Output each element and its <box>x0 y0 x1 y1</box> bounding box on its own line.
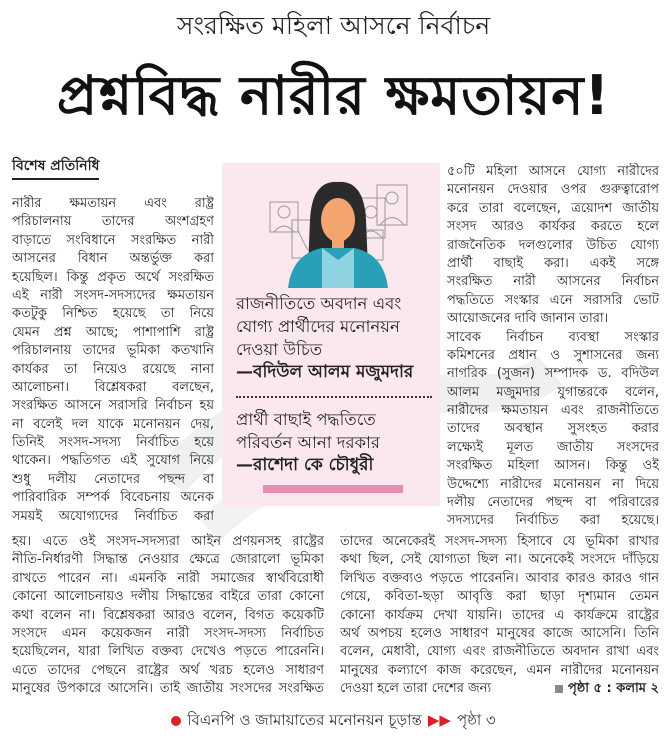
text-line: মানুষের উপকারে আসেনি। তাই জাতীয় সংসদের সংরক্ষিত <box>12 681 324 697</box>
text-line: কার্যকর তা নিয়েও রয়েছে নানা <box>12 361 214 377</box>
continuation-text: পৃষ্ঠা ৫ : কলাম ২ <box>567 681 659 697</box>
byline: বিশেষ প্রতিনিধি <box>12 156 99 180</box>
square-bullet-icon <box>555 685 563 693</box>
text-line: সাবেক নির্বাচন ব্যবস্থা সংস্কার <box>447 329 659 345</box>
text-line: নীতি-নির্ধারণী সিদ্ধান্ত নেওয়ার ক্ষেত্রে জোরালো ভূমিকা <box>12 552 324 568</box>
text-line: হয়। এতে ওই সংসদ-সদস্যরা আইন প্রণয়নসহ রাষ্ট্রের <box>12 534 324 549</box>
footer-page: পৃষ্ঠা ৩ <box>456 711 496 729</box>
text-line: লক্ষ্যেই মূলত জাতীয় সংসদের <box>447 439 659 455</box>
text-line: নারীদের ক্ষমতায়ন এবং রাজনীতিতে <box>447 403 659 419</box>
text-line: যেমন প্রশ্ন আছে; পাশাপাশি রাষ্ট্র <box>12 324 214 340</box>
text-line: তিনিই সংসদ-সদস্য নির্বাচিত হয়ে <box>12 435 214 451</box>
text-line: কোনো কার্যক্রম দেখা যায়নি। তাদের এ কার্যক্রমে রাষ্ট্রের <box>340 607 659 623</box>
quote-line: পরিবর্তন আনা দরকার <box>236 433 380 452</box>
text-line: সংরক্ষিত মহিলা আসন। কিন্তু ওই <box>447 458 659 474</box>
text-line: কমিশনের প্রধান ও সুশাসনের জন্য <box>447 347 659 363</box>
text-line: উদ্দেশ্যে নারীদের মনোনয়ন না দিয়ে <box>447 476 659 492</box>
text-line: হয়েছিলেন, যারা লিখিত বক্তব্য দেখেও পড়তে পারেননি। <box>12 644 324 660</box>
woman-avatar-illustration <box>262 180 412 288</box>
text-line: আয়োজনের দাবি জানান তারা। <box>447 311 609 327</box>
right-column <box>447 163 659 531</box>
text-line: কথা বলেন না। বিশ্লেষকরা আরও বলেন, বিগত কয়েকটি <box>12 607 324 623</box>
text-line: মনোনয়ন দেওয়ার ওপর গুরুত্বারোপ <box>447 182 659 198</box>
quote-line: রাজনীতিতে অবদান এবং <box>236 294 402 313</box>
text-line: হয়েছিল। কিন্তু প্রকৃত অর্থে সংরক্ষিত <box>12 269 214 285</box>
quote-line: প্রার্থী বাছাই পদ্ধতিতে <box>236 410 376 429</box>
text-line: করে তারা বলেছেন, ত্রয়োদশ জাতীয় <box>447 200 659 216</box>
bottom-left-column <box>12 533 324 699</box>
text-line: বাড়াতে সংবিধানে সংরক্ষিত নারী <box>12 232 214 248</box>
text-line: না বলেই দল যাকে মনোনয়ন দেয়, <box>12 416 214 432</box>
text-line: সংরক্ষিত নারী আসনের নির্বাচন <box>447 274 659 290</box>
quote-author: —বদিউল আলম মজুমদার <box>236 362 414 382</box>
text-line-end: দেওয়া হলে তারা দেশের জন্য <box>340 681 492 697</box>
footer-teaser[interactable] <box>0 708 667 732</box>
quote-box <box>222 163 440 506</box>
quote-line: দেওয়া উচিত <box>236 340 323 359</box>
text-line: কথা ছিল, সেই যোগ্যতা ছিল না। অনেকেই সংসদে দাঁড়িয়ে <box>340 552 659 568</box>
pink-accent-bar <box>263 485 403 493</box>
text-line: অর্থ অপচয় হলেও সাধারণ মানুষের কাজে আসেনি। তিনি <box>340 625 659 641</box>
text-line: সংসদ আরও কার্যকর করতে হলে <box>447 219 659 235</box>
left-column <box>12 195 214 526</box>
quote-line: যোগ্য প্রার্থীদের মনোনয়ন <box>236 317 400 336</box>
kicker: সংরক্ষিত মহিলা আসনে নির্বাচন <box>176 11 491 40</box>
text-line: সংসদে এমন কয়েকজন নারী সংসদ-সদস্য নির্বাচিত <box>12 625 324 641</box>
text-line <box>340 680 659 698</box>
text-line: কোনো আলোচনায়ও দলীয় সিদ্ধান্তের বাইরে তারা কোনো <box>12 589 324 605</box>
text-line: আলোচনা। বিশ্লেষকরা বলছেন, <box>12 379 214 395</box>
text-line: পরিচালনায় তাদের ভূমিকা কতখানি <box>12 343 214 359</box>
text-line: রাজনৈতিক দলগুলোর উচিত যোগ্য <box>447 237 659 253</box>
text-line: পারিবারিক সম্পর্ক বিবেচনায় অনেক <box>12 490 214 506</box>
red-bullet-icon <box>171 716 181 726</box>
text-line: এতে তাদের পেছনে রাষ্ট্রের অর্থ খরচ হলেও সাধারণ <box>12 662 324 678</box>
bottom-right-column <box>340 533 659 699</box>
text-line: রাখতে পারেন না। এমনকি নারী সমাজের স্বার্থবিরোধী <box>12 570 324 586</box>
quote-author: —রাশেদা কে চৌধুরী <box>236 455 374 475</box>
continuation-link[interactable] <box>555 680 659 698</box>
text-line: সদস্যদের নির্বাচিত করা হয়েছে। <box>447 513 659 529</box>
text-line: প্রার্থী বাছাই করা। একই সঙ্গে <box>447 255 659 271</box>
text-line: এই নারী সংসদ-সদস্যদের ক্ষমতায়ন <box>12 287 214 303</box>
dotted-divider <box>236 396 432 398</box>
headline: প্রশ্নবিদ্ধ নারীর ক্ষমতায়ন! <box>56 64 611 127</box>
text-line: আসনের বিধান অন্তর্ভুক্ত করা <box>12 251 214 267</box>
quote-1 <box>236 292 436 384</box>
text-line: ৫০টি মহিলা আসনে যোগ্য নারীদের <box>447 164 659 179</box>
quote-2 <box>236 408 436 477</box>
text-line: লিখিত বক্তব্যও পড়তে পারেননি। আবার কারও কারও গান <box>340 570 659 586</box>
text-line: তাদের অবস্থান সুসংহত করার <box>447 421 659 437</box>
text-line: নাগরিক (সুজন) সম্পাদক ড. বদিউল <box>447 366 659 382</box>
text-line: দলীয় নেতাদের পছন্দ বা পরিবারের <box>447 495 659 511</box>
text-line: আলম মজুমদার যুগান্তরকে বলেন, <box>447 384 659 400</box>
text-line: সময়ই অযোগ্যদের নির্বাচিত করা <box>12 508 214 524</box>
text-line: কতটুকু নিশ্চিত হয়েছে তা নিয়ে <box>12 306 214 322</box>
footer-text: বিএনপি ও জামায়াতের মনোনয়ন চূড়ান্ত <box>187 711 422 729</box>
text-line: বলেন, মেধাবী, যোগ্য এবং রাজনীতিতে অবদান রাখা এবং <box>340 644 659 660</box>
text-line: পরিচালনায় তাদের অংশগ্রহণ <box>12 214 214 230</box>
text-line: নারীর ক্ষমতায়ন এবং রাষ্ট্র <box>12 196 214 211</box>
text-line: তাদের অনেকেরই সংসদ-সদস্য হিসাবে যে ভূমিকা রাখার <box>340 534 659 549</box>
double-chevron-icon: ▶▶ <box>427 711 451 729</box>
text-line: গেয়ে, কবিতা-ছড়া আবৃত্তি করা ছাড়া দৃশ্যমান তেমন <box>340 589 659 605</box>
text-line: থাকেন। পদ্ধতিগত এই সুযোগ নিয়ে <box>12 453 214 469</box>
text-line: মানুষের কল্যাণে কাজ করেছেন, এমন নারীদের মনোনয়ন <box>340 662 659 678</box>
text-line: শুধু দলীয় নেতাদের পছন্দ বা <box>12 471 214 487</box>
text-line: পদ্ধতিতে সংস্কার এনে সরাসরি ভোট <box>447 292 659 308</box>
text-line: সংরক্ষিত আসনে সরাসরি নির্বাচন হয় <box>12 398 214 414</box>
